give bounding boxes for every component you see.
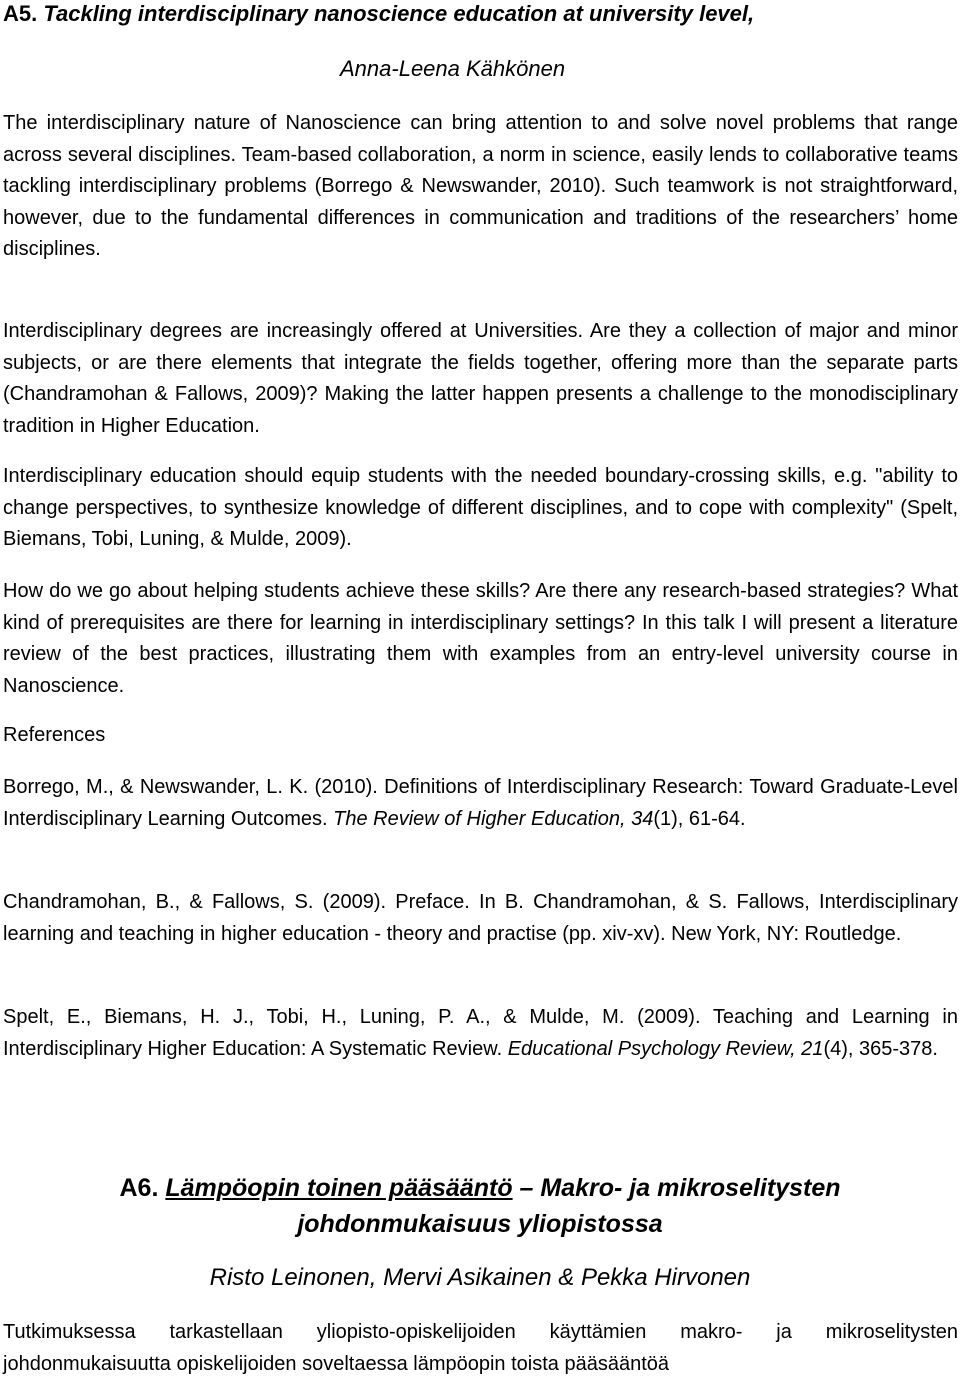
section-a6-title-line2: johdonmukaisuus yliopistossa [297,1210,663,1238]
reference-text: Borrego, M., & Newswander, L. K. (2010). Definitions of Interdisciplinary Research: Toward Graduate-Level Interdisciplinary Learning Outcomes. [3,776,958,830]
section-a5-heading [3,0,754,28]
section-a6-heading [0,1170,960,1242]
reference-text: Chandramohan, B., & Fallows, S. (2009). Preface. In B. Chandramohan, & S. Fallows, Interdisciplinary learning and teaching in higher education - theory and practise (pp. xiv-xv). New York, NY: Routledge. [3,891,958,945]
references-heading: References [3,724,106,746]
section-a5-number: A5. [3,1,38,26]
reference-item [3,772,958,835]
section-a6-paragraph: Tutkimuksessa tarkastellaan yliopisto-opiskelijoiden käyttämien makro- ja mikroselitysten johdonmukaisuutta opiskelijoiden soveltaessa lämpöopin toista pääsääntöä [3,1321,958,1375]
section-a5-title: Tackling interdisciplinary nanoscience education at university level, [37,1,755,26]
section-a6-authors: Risto Leinonen, Mervi Asikainen & Pekka Hirvonen [209,1264,751,1291]
abstract-paragraph-1: The interdisciplinary nature of Nanoscience can bring attention to and solve novel problems that range across several disciplines. Team-based collaboration, a norm in science, easily lends to collaborative teams tackling interdisciplinary problems (Borrego & Newswander, 2010). Such teamwork is not straightforward, however, due to the fundamental differences in communication and traditions of the researchers’ home disciplines. [3,112,958,260]
abstract-paragraph-3: Interdisciplinary education should equip students with the needed boundary-crossing skills, e.g. "ability to change perspectives, to synthesize knowledge of different disciplines, and to cope with complexity" (Spelt, Biemans, Tobi, Luning, & Mulde, 2009). [3,465,958,550]
reference-text: Spelt, E., Biemans, H. J., Tobi, H., Luning, P. A., & Mulde, M. (2009). Teaching and Learning in Interdisciplinary Higher Education: A Systematic Review. [3,1006,958,1060]
reference-journal: The Review of Higher Education, 34 [333,807,654,830]
abstract-paragraph-4: How do we go about helping students achieve these skills? Are there any research-based strategies? What kind of prerequisites are there for learning in interdisciplinary settings? In this talk I will present a literature review of the best practices, illustrating them with examples from an entry-level university course in Nanoscience. [3,580,958,697]
section-a5-author: Anna-Leena Kähkönen [340,56,566,81]
reference-item [3,1002,958,1065]
section-a6-title-underlined: Lämpöopin toinen pääsääntö [165,1174,513,1202]
section-a6-number: A6. [119,1174,159,1202]
reference-pages: (1), 61-64. [653,807,746,830]
reference-journal: Educational Psychology Review, 21 [507,1037,824,1060]
reference-pages: (4), 365-378. [823,1037,938,1060]
reference-item [3,887,958,950]
abstract-paragraph-2: Interdisciplinary degrees are increasingly offered at Universities. Are they a collection of major and minor subjects, or are there elements that integrate the fields together, offering more than the separate parts (Chandramohan & Fallows, 2009)? Making the latter happen presents a challenge to the monodisciplinary tradition in Higher Education. [3,320,958,437]
section-a6-title-rest: – Makro- ja mikroselitysten [512,1174,841,1202]
